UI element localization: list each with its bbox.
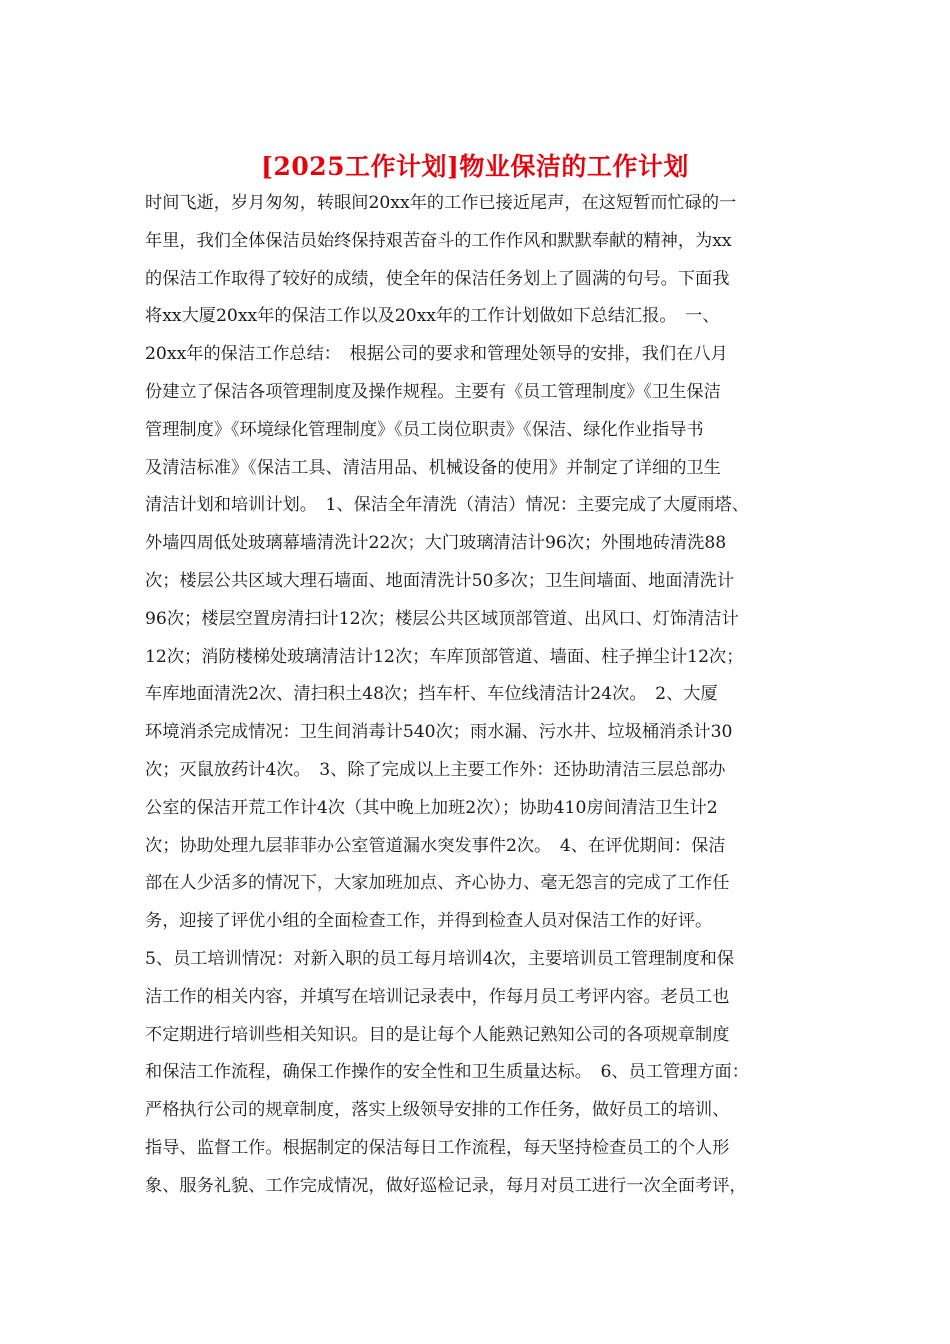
body-line: 及清洁标准》《保洁工具、清洁用品、机械设备的使用》并制定了详细的卫生 bbox=[145, 457, 721, 478]
body-line: 洁工作的相关内容，并填写在培训记录表中，作每月员工考评内容。老员工也 bbox=[145, 986, 730, 1007]
body-line: 清洁计划和培训计划。 1、保洁全年清洗（清洁）情况：主要完成了大厦雨塔、 bbox=[145, 495, 749, 516]
body-line: 指导、监督工作。根据制定的保洁每日工作流程，每天坚持检查员工的个人形 bbox=[145, 1137, 730, 1158]
body-line: 份建立了保洁各项管理制度及操作规程。主要有《员工管理制度》《卫生保洁 bbox=[145, 381, 721, 402]
document-body bbox=[145, 185, 811, 1206]
body-line: 20xx年的保洁工作总结： 根据公司的要求和管理处领导的安排，我们在八月 bbox=[145, 344, 728, 365]
body-line: 12次；消防楼梯处玻璃清洁计12次；车库顶部管道、墙面、柱子掸尘计12次； bbox=[145, 646, 744, 667]
body-line: 和保洁工作流程，确保工作操作的安全性和卫生质量达标。 6、员工管理方面： bbox=[145, 1062, 749, 1083]
body-line: 次；灭鼠放药计4次。 3、除了完成以上主要工作外：还协助清洁三层总部办 bbox=[145, 759, 726, 780]
body-line: 的保洁工作取得了较好的成绩，使全年的保洁任务划上了圆满的句号。下面我 bbox=[145, 268, 730, 289]
body-line: 次；楼层公共区域大理石墙面、地面清洗计50多次；卫生间墙面、地面清洗计 bbox=[145, 570, 735, 591]
body-line: 时间飞逝，岁月匆匆，转眼间20xx年的工作已接近尾声，在这短暂而忙碌的一 bbox=[145, 193, 737, 213]
body-line: 车库地面清洗2次、清扫积土48次；挡车杆、车位线清洁计24次。 2、大厦 bbox=[145, 684, 718, 705]
body-line: 不定期进行培训些相关知识。目的是让每个人能熟记熟知公司的各项规章制度 bbox=[145, 1024, 730, 1045]
document-title: [2025工作计划]物业保洁的工作计划 bbox=[261, 152, 689, 181]
body-line: 96次；楼层空置房清扫计12次；楼层公共区域顶部管道、出风口、灯饰清洁计 bbox=[145, 608, 739, 629]
body-line: 将xx大厦20xx年的保洁工作以及20xx年的工作计划做如下总结汇报。 一、 bbox=[145, 306, 720, 327]
body-line: 次；协助处理九层菲菲办公室管道漏水突发事件2次。 4、在评优期间：保洁 bbox=[145, 835, 726, 856]
body-line: 部在人少活多的情况下，大家加班加点、齐心协力、毫无怨言的完成了工作任 bbox=[145, 873, 730, 894]
body-line: 严格执行公司的规章制度，落实上级领导安排的工作任务，做好员工的培训、 bbox=[145, 1100, 730, 1121]
body-line: 5、员工培训情况：对新入职的员工每月培训4次，主要培训员工管理制度和保 bbox=[145, 948, 735, 969]
body-line: 务，迎接了评优小组的全面检查工作，并得到检查人员对保洁工作的好评。 bbox=[145, 911, 713, 932]
body-line: 年里，我们全体保洁员始终保持艰苦奋斗的工作作风和默默奉献的精神，为xx bbox=[145, 230, 732, 251]
body-line: 象、服务礼貌、工作完成情况，做好巡检记录，每月对员工进行一次全面考评， bbox=[145, 1175, 747, 1196]
body-line: 环境消杀完成情况：卫生间消毒计540次；雨水漏、污水井、垃圾桶消杀计30 bbox=[145, 722, 733, 743]
body-line: 管理制度》《环境绿化管理制度》《员工岗位职责》《保洁、绿化作业指导书 bbox=[145, 419, 704, 440]
body-line: 公室的保洁开荒工作计4次（其中晚上加班2次）；协助410房间清洁卫生计2 bbox=[145, 797, 718, 818]
body-line: 外墙四周低处玻璃幕墙清洗计22次；大门玻璃清洁计96次；外围地砖清洗88 bbox=[145, 533, 727, 554]
